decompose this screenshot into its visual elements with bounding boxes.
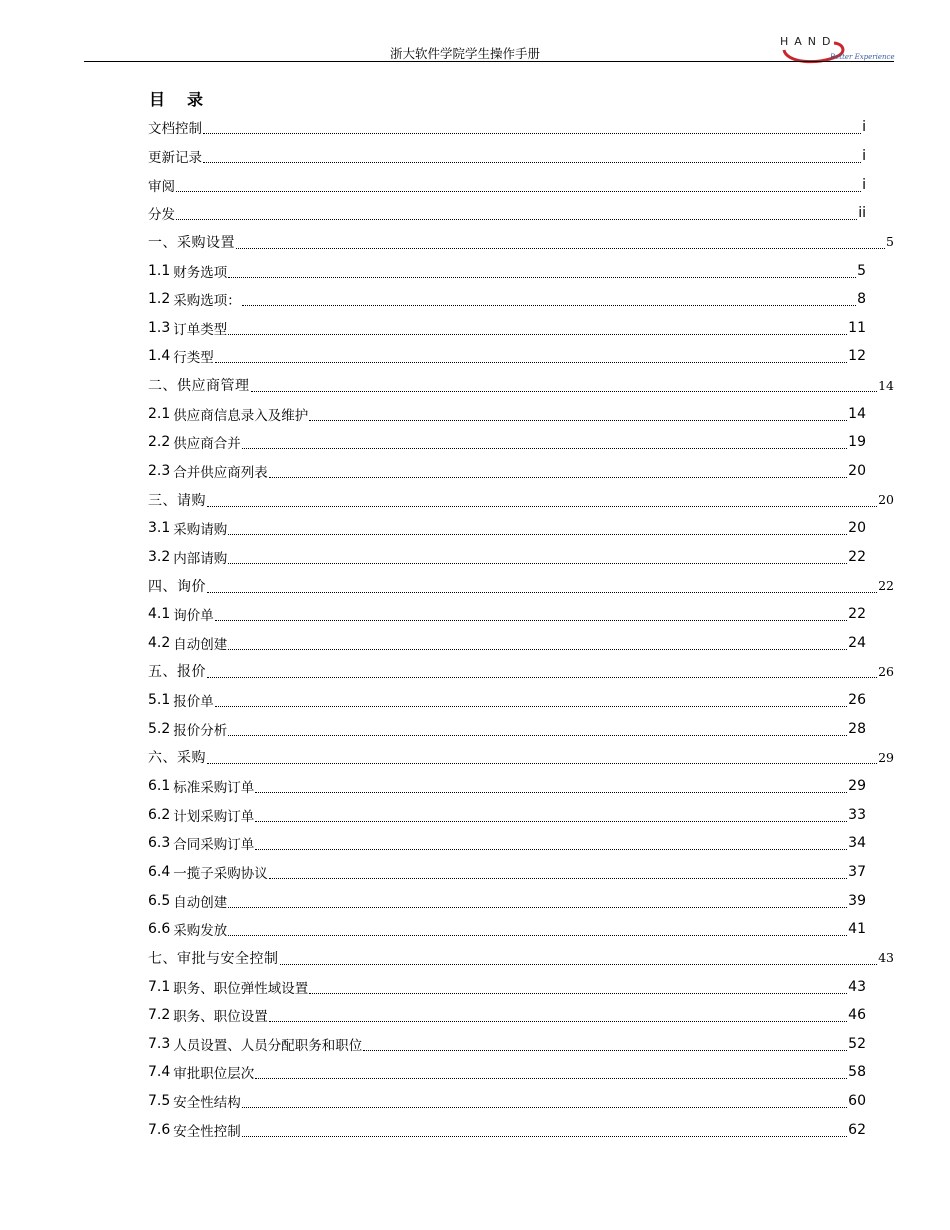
- toc-entry-number: 7.2: [148, 1007, 171, 1024]
- toc-leader-dots: [242, 1135, 847, 1137]
- toc-entry-number: 7.3: [148, 1035, 171, 1052]
- toc-leader-dots: [203, 161, 861, 163]
- toc-entry-number: 6.3: [148, 835, 171, 852]
- toc-leader-dots: [242, 304, 856, 306]
- toc-entry-title: 自动创建: [173, 636, 228, 653]
- toc-entry-number: 6.5: [148, 892, 171, 909]
- toc-entry-page: 33: [848, 806, 866, 823]
- toc-entry-page: 22: [848, 606, 866, 623]
- toc-entry[interactable]: [148, 714, 866, 743]
- toc-entry-title: 审阅: [148, 178, 175, 195]
- toc-entry[interactable]: [148, 371, 894, 400]
- toc-entry-number: 3.1: [148, 520, 171, 537]
- toc-entry-page: 11: [848, 319, 866, 336]
- toc-entry-number: 2.1: [148, 405, 171, 422]
- toc-leader-dots: [251, 390, 878, 392]
- toc-entry-title: 人员设置、人员分配职务和职位: [173, 1037, 363, 1054]
- toc-entry-page: 58: [848, 1064, 866, 1081]
- toc-entry-title: 二、供应商管理: [148, 378, 250, 395]
- toc-entry-page: 26: [848, 692, 866, 709]
- toc-entry-number: 7.6: [148, 1121, 171, 1138]
- toc-entry[interactable]: [148, 285, 866, 314]
- toc-entry-title: 标准采购订单: [173, 780, 255, 797]
- toc-leader-dots: [228, 333, 847, 335]
- toc-entry-title: 报价单: [173, 694, 214, 711]
- toc-leader-dots: [242, 447, 847, 449]
- toc-entry-title: 一揽子采购协议: [173, 865, 268, 882]
- toc-entry[interactable]: [148, 342, 866, 371]
- toc-entry-title: 供应商信息录入及维护: [173, 407, 309, 424]
- toc-leader-dots: [215, 705, 847, 707]
- toc-leader-dots: [228, 906, 847, 908]
- toc-entry-title: 订单类型: [173, 321, 228, 338]
- toc-entry-page: 22: [878, 578, 894, 594]
- toc-entry[interactable]: [148, 657, 894, 686]
- toc-leader-dots: [207, 762, 877, 764]
- header-title: 浙大软件学院学生操作手册: [390, 46, 541, 61]
- toc-heading-char-1: 目: [149, 90, 166, 109]
- toc-entry[interactable]: [148, 886, 866, 915]
- toc-entry-number: 6.6: [148, 921, 171, 938]
- toc-leader-dots: [176, 190, 861, 192]
- toc-entry-number: 1.3: [148, 319, 171, 336]
- toc-entry-number: 4.2: [148, 634, 171, 651]
- toc-entry-page: 5: [857, 262, 866, 279]
- toc-entry-page: 29: [848, 778, 866, 795]
- toc-entry-title: 安全性结构: [173, 1095, 241, 1112]
- toc-entry-page: 43: [848, 978, 866, 995]
- toc-entry-number: 3.2: [148, 548, 171, 565]
- toc-entry-title: 行类型: [173, 350, 214, 367]
- toc-entry-title: 自动创建: [173, 894, 228, 911]
- logo-tagline: Better Experience: [830, 53, 895, 61]
- toc-entry-page: 28: [848, 720, 866, 737]
- toc-entry-page: i: [862, 147, 866, 164]
- toc-leader-dots: [255, 820, 847, 822]
- logo-text: HAND: [780, 35, 837, 48]
- toc-entry-title: 计划采购订单: [173, 808, 255, 825]
- toc-entry[interactable]: [148, 485, 894, 514]
- toc-entry-title: 合并供应商列表: [173, 465, 268, 481]
- toc-entry-title: 审批职位层次: [173, 1066, 255, 1083]
- toc-entry-title: 采购请购: [173, 522, 228, 539]
- toc-entry[interactable]: [148, 142, 866, 171]
- toc-leader-dots: [215, 361, 847, 363]
- toc-entry-number: 6.2: [148, 806, 171, 823]
- toc-entry-title: 合同采购订单: [173, 837, 255, 854]
- toc-leader-dots: [228, 734, 847, 736]
- toc-entry[interactable]: [148, 199, 866, 228]
- toc-entry-title: 六、采购: [148, 750, 206, 767]
- toc-leader-dots: [176, 218, 857, 220]
- toc-leader-dots: [309, 992, 847, 994]
- toc-entry-page: 62: [848, 1121, 866, 1138]
- toc-entry[interactable]: [148, 829, 866, 858]
- toc-entry[interactable]: [148, 113, 866, 142]
- toc-entry-page: 14: [878, 377, 894, 393]
- toc-entry[interactable]: [148, 800, 866, 829]
- toc-entry[interactable]: [148, 457, 866, 486]
- toc-entry-page: i: [862, 176, 866, 193]
- page-header: [0, 0, 950, 70]
- toc-entry-page: 41: [848, 921, 866, 938]
- toc-entry[interactable]: [148, 1001, 866, 1030]
- toc-entry[interactable]: [148, 972, 866, 1001]
- toc-entry[interactable]: [148, 686, 866, 715]
- toc-entry-page: 20: [878, 492, 894, 508]
- toc-entry-title: 三、请购: [148, 492, 206, 509]
- toc-entry[interactable]: [148, 256, 866, 285]
- toc-leader-dots: [255, 1077, 847, 1079]
- toc-entry-page: 34: [848, 835, 866, 852]
- toc-entry[interactable]: [148, 399, 866, 428]
- toc-entry-page: 12: [848, 348, 866, 365]
- toc-leader-dots: [269, 1020, 847, 1022]
- toc-entry-number: 7.4: [148, 1064, 171, 1081]
- toc-entry-page: 5: [886, 234, 894, 250]
- toc-entry-page: i: [862, 119, 866, 136]
- toc-entry-title: 询价单: [173, 608, 214, 625]
- toc-leader-dots: [242, 1106, 847, 1108]
- toc-entry-page: 24: [848, 634, 866, 651]
- toc-entry-page: 20: [848, 520, 866, 537]
- toc-entry[interactable]: [148, 772, 866, 801]
- toc-entry-page: 19: [848, 434, 866, 451]
- toc-entry-title: 供应商合并: [173, 436, 241, 453]
- toc-entry[interactable]: [148, 543, 866, 572]
- toc-entry-number: 6.4: [148, 863, 171, 880]
- toc-leader-dots: [363, 1049, 847, 1051]
- toc-entry-number: 1.4: [148, 348, 171, 365]
- toc-heading: [149, 87, 203, 110]
- toc-entry-page: 46: [848, 1007, 866, 1024]
- toc-heading-char-2: 录: [187, 90, 204, 109]
- toc-entry-number: 5.1: [148, 692, 171, 709]
- toc-entry-title: 文档控制: [148, 121, 202, 138]
- toc-entry[interactable]: [148, 1115, 866, 1144]
- toc-entry-page: 26: [878, 663, 894, 679]
- toc-entry-title: 采购选项：: [173, 293, 241, 310]
- toc-entry-number: 2.3: [148, 463, 171, 479]
- toc-entry-number: 5.2: [148, 720, 171, 737]
- toc-leader-dots: [228, 562, 847, 564]
- toc-entry-page: 14: [848, 405, 866, 422]
- toc-entry[interactable]: [148, 1058, 866, 1087]
- toc-entry[interactable]: [148, 571, 894, 600]
- toc-entry[interactable]: [148, 600, 866, 629]
- toc-leader-dots: [269, 476, 847, 478]
- toc-leader-dots: [228, 533, 847, 535]
- toc-entry[interactable]: [148, 428, 866, 457]
- toc-entry[interactable]: [148, 858, 866, 887]
- toc-entry-page: 37: [848, 863, 866, 880]
- toc-entry[interactable]: [148, 629, 866, 658]
- toc-entry-page: 43: [878, 950, 894, 966]
- toc-entry-title: 采购发放: [173, 923, 228, 940]
- toc-leader-dots: [255, 848, 847, 850]
- toc-entry-title: 四、询价: [148, 578, 206, 595]
- toc-entry-number: 7.1: [148, 978, 171, 995]
- toc-entry[interactable]: [148, 743, 894, 772]
- toc-leader-dots: [280, 963, 878, 965]
- toc-leader-dots: [309, 419, 847, 421]
- toc-entry[interactable]: [148, 313, 866, 342]
- toc-entry-number: 1.1: [148, 262, 171, 279]
- table-of-contents: [148, 113, 894, 1144]
- toc-leader-dots: [207, 676, 877, 678]
- toc-entry-page: 52: [848, 1035, 866, 1052]
- toc-entry-number: 2.2: [148, 434, 171, 451]
- toc-leader-dots: [236, 247, 885, 249]
- toc-entry-title: 职务、职位弹性域设置: [173, 980, 309, 997]
- toc-entry-title: 报价分析: [173, 722, 228, 739]
- toc-entry-page: 20: [848, 463, 866, 479]
- toc-entry-number: 1.2: [148, 291, 171, 308]
- toc-leader-dots: [255, 791, 847, 793]
- toc-entry-title: 七、审批与安全控制: [148, 950, 279, 967]
- toc-entry[interactable]: [148, 1030, 866, 1059]
- toc-entry-page: 29: [878, 749, 894, 765]
- toc-entry-title: 安全性控制: [173, 1123, 241, 1140]
- toc-leader-dots: [207, 505, 877, 507]
- toc-entry-page: ii: [858, 205, 866, 222]
- toc-entry-number: 6.1: [148, 778, 171, 795]
- toc-entry-title: 一、采购设置: [148, 234, 235, 251]
- toc-entry-number: 4.1: [148, 606, 171, 623]
- toc-entry[interactable]: [148, 1087, 866, 1116]
- toc-entry[interactable]: [148, 228, 894, 257]
- toc-entry-page: 60: [848, 1093, 866, 1110]
- toc-entry[interactable]: [148, 944, 894, 973]
- toc-entry-title: 分发: [148, 207, 175, 224]
- toc-entry-page: 22: [848, 548, 866, 565]
- toc-entry[interactable]: [148, 170, 866, 199]
- toc-entry-title: 内部请购: [173, 550, 228, 567]
- toc-entry-title: 五、报价: [148, 664, 206, 681]
- toc-entry-title: 财务选项: [173, 264, 228, 281]
- toc-leader-dots: [215, 619, 847, 621]
- toc-leader-dots: [207, 591, 877, 593]
- toc-leader-dots: [228, 934, 847, 936]
- toc-leader-dots: [269, 877, 847, 879]
- toc-leader-dots: [203, 132, 861, 134]
- toc-entry-number: 7.5: [148, 1093, 171, 1110]
- toc-leader-dots: [228, 648, 847, 650]
- toc-entry-page: 8: [857, 291, 866, 308]
- toc-entry[interactable]: [148, 514, 866, 543]
- toc-entry[interactable]: [148, 915, 866, 944]
- header-rule: [84, 61, 894, 62]
- toc-entry-page: 39: [848, 892, 866, 909]
- toc-entry-title: 更新记录: [148, 149, 202, 166]
- toc-leader-dots: [228, 276, 856, 278]
- toc-entry-title: 职务、职位设置: [173, 1009, 268, 1026]
